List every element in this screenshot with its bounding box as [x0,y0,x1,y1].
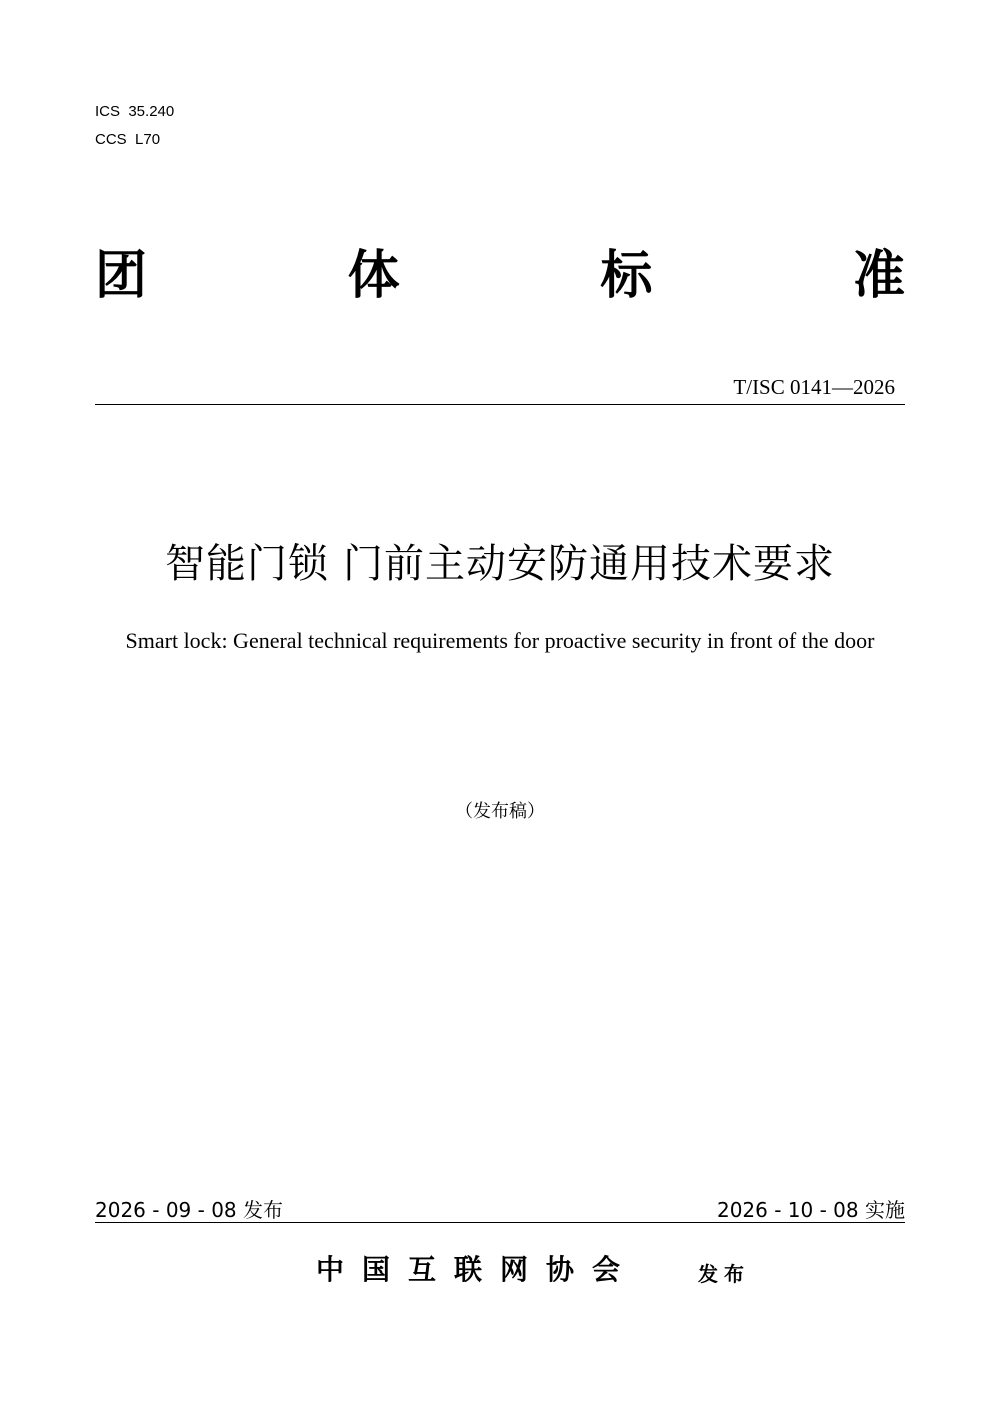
ccs-code: CCS L70 [95,131,161,148]
effective-date: 2026 - 10 - 08 实施 [716,1198,905,1222]
english-title: Smart lock: General technical requirements for proactive security in front of the door [125,628,875,653]
standard-type-char: 准 [852,246,905,306]
chinese-title-part1: 智能门锁 [165,541,329,587]
standard-type-char: 团 [95,246,148,306]
publisher-name: 中国互联网协会 [316,1253,639,1286]
draft-status: （发布稿） [455,801,545,822]
standard-type-char: 体 [347,246,400,306]
standard-number: T/ISC 0141—2026 [733,375,895,399]
standard-type-heading [95,246,905,306]
standard-type-char: 标 [600,246,653,306]
chinese-title [0,536,1000,592]
classification-codes [95,98,174,154]
ics-code: ICS 35.240 [95,103,175,120]
issue-date: 2026 - 09 - 08 发布 [95,1198,284,1222]
chinese-title-part2: 门前主动安防通用技术要求 [343,541,835,587]
bottom-divider [95,1222,905,1223]
publish-label: 发布 [698,1262,750,1286]
top-divider [95,404,905,405]
